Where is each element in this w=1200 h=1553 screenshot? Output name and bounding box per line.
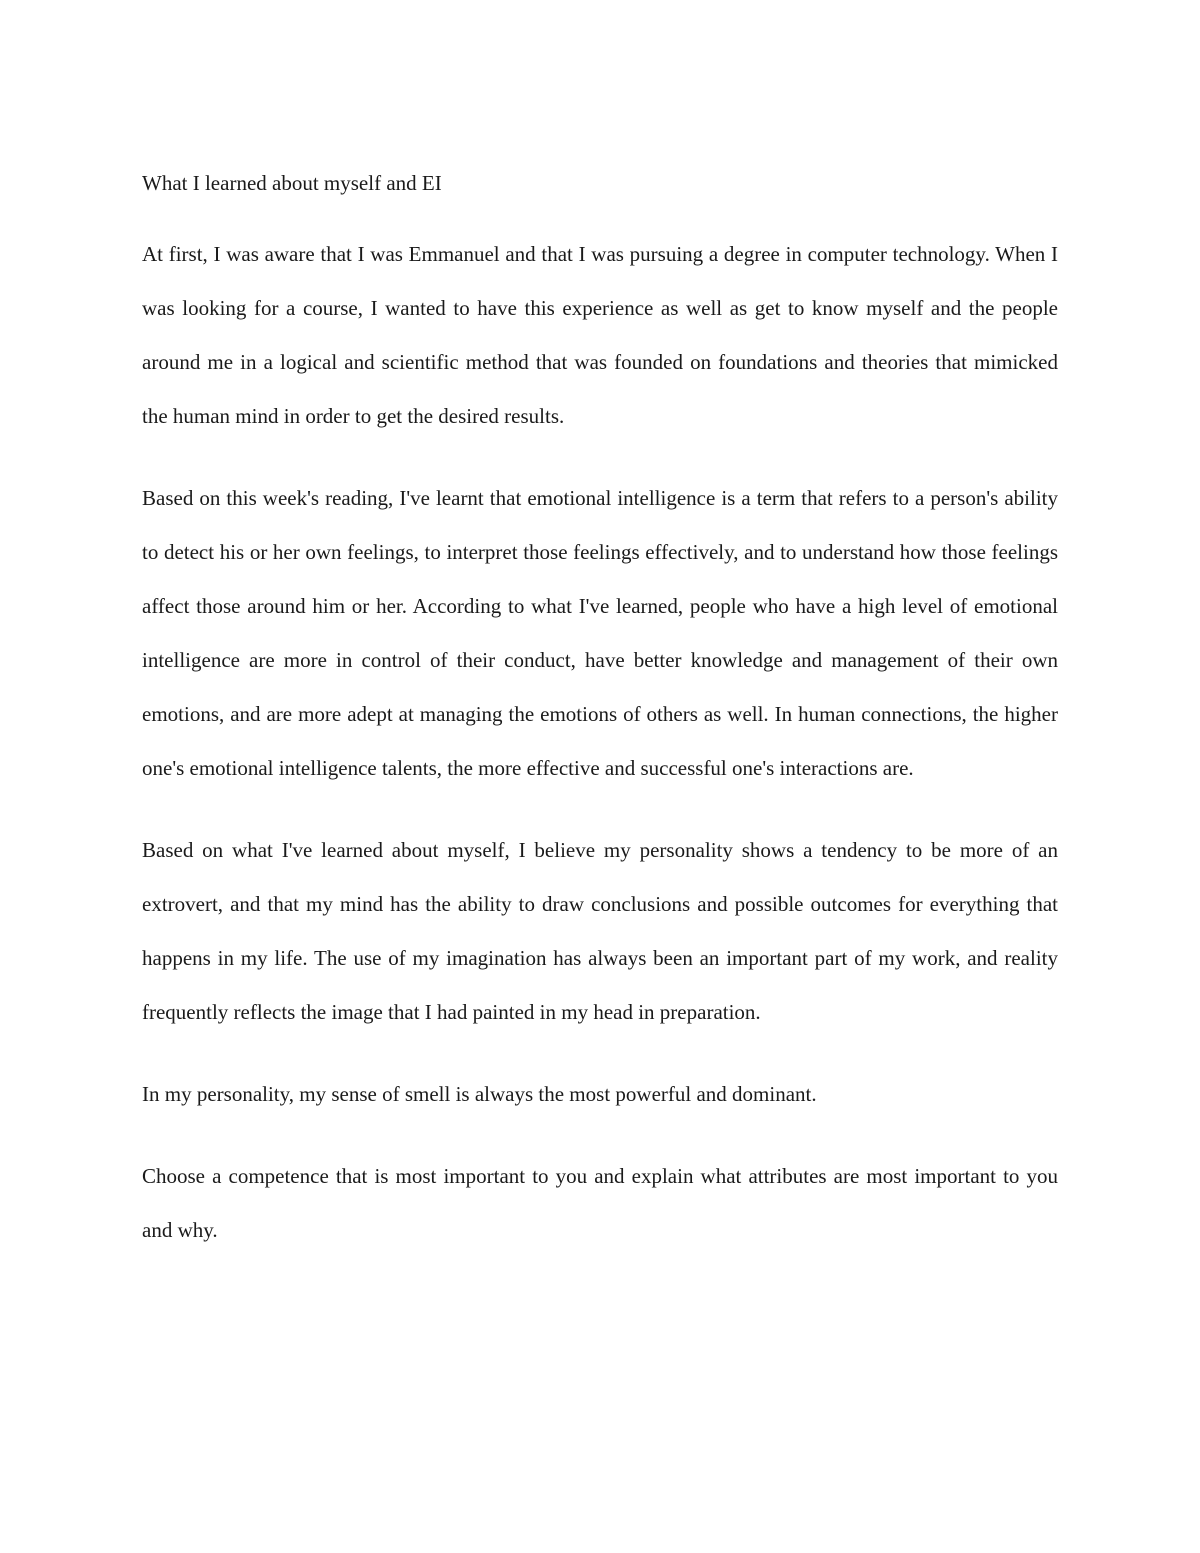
paragraph-prompt: Choose a competence that is most important to you and explain what attributes are most important to you and why.	[142, 1164, 1058, 1242]
paragraph-intro: At first, I was aware that I was Emmanuel and that I was pursuing a degree in computer technology. When I was looking for a course, I wanted to have this experience as well as get to know myself and the people around me in a logical and scientific method that was founded on foundations and theories that mimicked the human mind in order to get the desired results.	[142, 242, 1058, 428]
paragraph-sense-of-smell: In my personality, my sense of smell is always the most powerful and dominant.	[142, 1082, 817, 1106]
document-title: What I learned about myself and EI	[142, 171, 442, 195]
paragraph-emotional-intelligence: Based on this week's reading, I've learnt that emotional intelligence is a term that refers to a person's ability to detect his or her own feelings, to interpret those feelings effectively, and to understand how those feelings affect those around him or her. According to what I've learned, people who have a high level of emotional intelligence are more in control of their conduct, have better knowledge and management of their own emotions, and are more adept at managing the emotions of others as well. In human connections, the higher one's emotional intelligence talents, the more effective and successful one's interactions are.	[142, 486, 1058, 780]
paragraph-self-reflection: Based on what I've learned about myself, I believe my personality shows a tendency to be more of an extrovert, and that my mind has the ability to draw conclusions and possible outcomes for everything that happens in my life. The use of my imagination has always been an important part of my work, and reality frequently reflects the image that I had painted in my head in preparation.	[142, 838, 1058, 1024]
document-body	[142, 167, 1058, 1257]
